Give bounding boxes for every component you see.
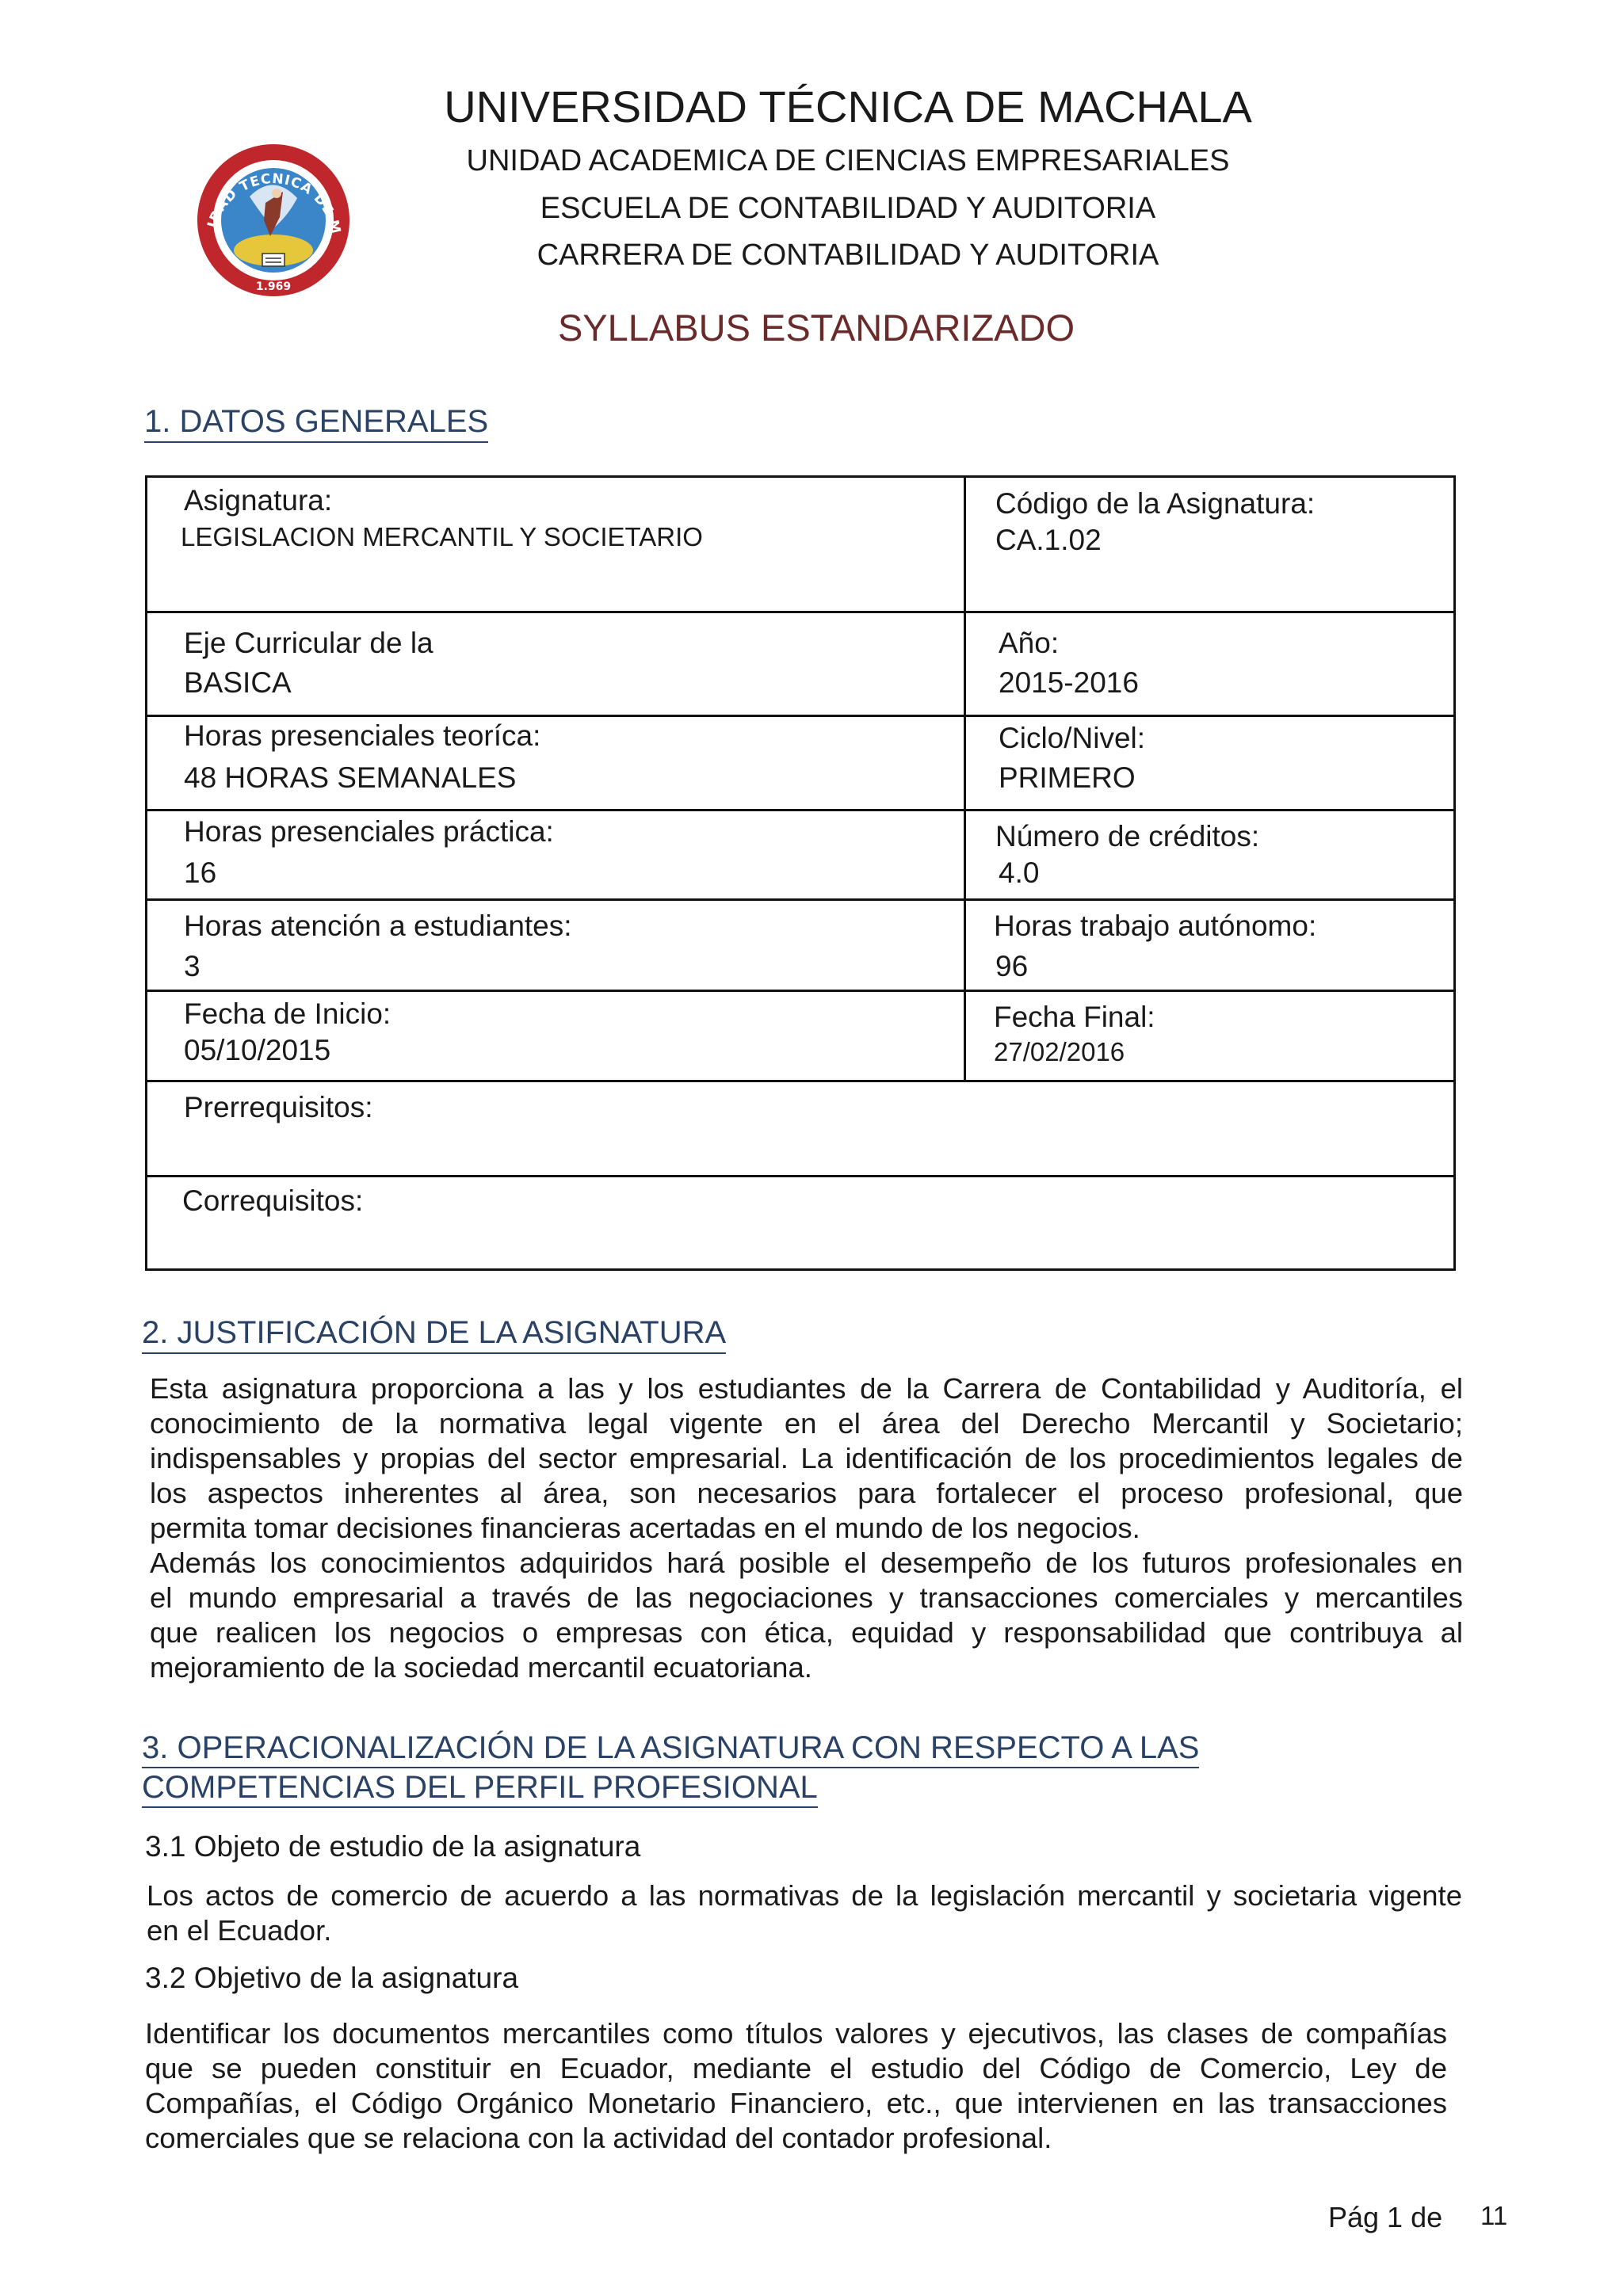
practica-label: Horas presenciales práctica: <box>184 815 554 848</box>
teorica-label: Horas presenciales teoríca: <box>184 719 541 752</box>
study-object-line: Los actos de comercio de acuerdo a las normativas de la legislación mercantil y societaria vigente <box>147 1879 1462 1912</box>
general-data-table <box>145 475 1456 1271</box>
justification-paragraph <box>150 1371 1463 1685</box>
objective-line: Identificar los documentos mercantiles como títulos valores y ejecutivos, las clases de compañías <box>145 2017 1447 2050</box>
justification-line: indispensables y propias del sector empresarial. La identificación de los procedimientos legales de <box>150 1442 1463 1474</box>
justification-line: mejoramiento de la sociedad mercantil ecuatoriana. <box>150 1651 812 1684</box>
creditos-value: 4.0 <box>999 856 1040 889</box>
justification-line: conocimiento de la normativa legal vigente en el área del Derecho Mercantil y Societario; <box>150 1407 1463 1440</box>
section-2-heading: 2. JUSTIFICACIÓN DE LA ASIGNATURA <box>142 1315 726 1354</box>
university-title: UNIVERSIDAD TÉCNICA DE MACHALA <box>444 82 1252 132</box>
objective-line: que se pueden constituir en Ecuador, mediante el estudio del Código de Comercio, Ley de <box>145 2052 1447 2084</box>
section-3-heading-line-2: COMPETENCIAS DEL PERFIL PROFESIONAL <box>142 1768 818 1808</box>
atencion-value: 3 <box>184 950 200 982</box>
total-pages: 11 <box>1480 2201 1508 2230</box>
study-object-paragraph <box>147 1878 1462 1948</box>
justification-line: que realicen los negocios o empresas con ética, equidad y responsabilidad que contribuya al <box>150 1616 1463 1649</box>
autonomo-label: Horas trabajo autónomo: <box>994 910 1317 942</box>
codigo-value: CA.1.02 <box>995 524 1102 556</box>
eje-value: BASICA <box>184 666 292 699</box>
school-name: ESCUELA DE CONTABILIDAD Y AUDITORIA <box>540 192 1156 225</box>
anio-value: 2015-2016 <box>999 666 1139 699</box>
creditos-label: Número de créditos: <box>995 820 1260 852</box>
correquisitos-label: Correquisitos: <box>182 1184 364 1217</box>
study-object-line: en el Ecuador. <box>147 1914 332 1947</box>
justification-line: Además los conocimientos adquiridos hará posible el desempeño de los futuros profesionales en <box>150 1547 1463 1579</box>
codigo-label: Código de la Asignatura: <box>995 487 1316 520</box>
objective-line: comerciales que se relaciona con la actividad del contador profesional. <box>145 2122 1052 2154</box>
subsection-3-2-title: 3.2 Objetivo de la asignatura <box>145 1962 519 1994</box>
prerrequisitos-label: Prerrequisitos: <box>184 1091 373 1123</box>
objective-paragraph <box>145 2016 1447 2156</box>
academic-unit: UNIDAD ACADEMICA DE CIENCIAS EMPRESARIALES <box>466 144 1230 177</box>
subsection-3-1-title: 3.1 Objeto de estudio de la asignatura <box>145 1830 641 1863</box>
university-seal-icon <box>194 141 353 299</box>
eje-label: Eje Curricular de la <box>184 627 433 659</box>
autonomo-value: 96 <box>995 950 1029 982</box>
section-3-heading <box>142 1729 1199 1808</box>
anio-label: Año: <box>999 627 1060 659</box>
asignatura-label: Asignatura: <box>184 484 333 517</box>
ciclo-value: PRIMERO <box>999 761 1136 794</box>
justification-line: permita tomar decisiones financieras acertadas en el mundo de los negocios. <box>150 1512 1140 1544</box>
inicio-label: Fecha de Inicio: <box>184 997 391 1030</box>
ciclo-label: Ciclo/Nivel: <box>999 722 1146 754</box>
justification-line: el mundo empresarial a través de las negociaciones y transacciones comerciales y mercantiles <box>150 1581 1463 1614</box>
objective-line: Compañías, el Código Orgánico Monetario Financiero, etc., que intervienen en las transacciones <box>145 2087 1447 2119</box>
justification-line: Esta asignatura proporciona a las y los estudiantes de la Carrera de Contabilidad y Auditoría, el <box>150 1372 1463 1405</box>
inicio-value: 05/10/2015 <box>184 1034 331 1066</box>
svg-text:1.969: 1.969 <box>255 280 292 293</box>
atencion-label: Horas atención a estudiantes: <box>184 910 572 942</box>
asignatura-value: LEGISLACION MERCANTIL Y SOCIETARIO <box>181 522 703 551</box>
document-title: SYLLABUS ESTANDARIZADO <box>557 307 1075 349</box>
svg-text:UNIVERSIDAD TECNICA DE MACHALA: IDAD TECNICA DE M <box>204 170 344 236</box>
teorica-value: 48 HORAS SEMANALES <box>184 761 517 794</box>
practica-value: 16 <box>184 856 217 889</box>
career-name: CARRERA DE CONTABILIDAD Y AUDITORIA <box>537 238 1159 272</box>
final-label: Fecha Final: <box>994 1001 1155 1033</box>
section-3-heading-line-1: 3. OPERACIONALIZACIÓN DE LA ASIGNATURA CON RESPECTO A LAS <box>142 1729 1199 1768</box>
page-label: Pág 1 de <box>1328 2201 1443 2233</box>
justification-line: los aspectos inherentes al área, son necesarios para fortalecer el proceso profesional, que <box>150 1477 1463 1509</box>
section-1-heading: 1. DATOS GENERALES <box>144 404 488 443</box>
final-value: 27/02/2016 <box>994 1037 1125 1066</box>
